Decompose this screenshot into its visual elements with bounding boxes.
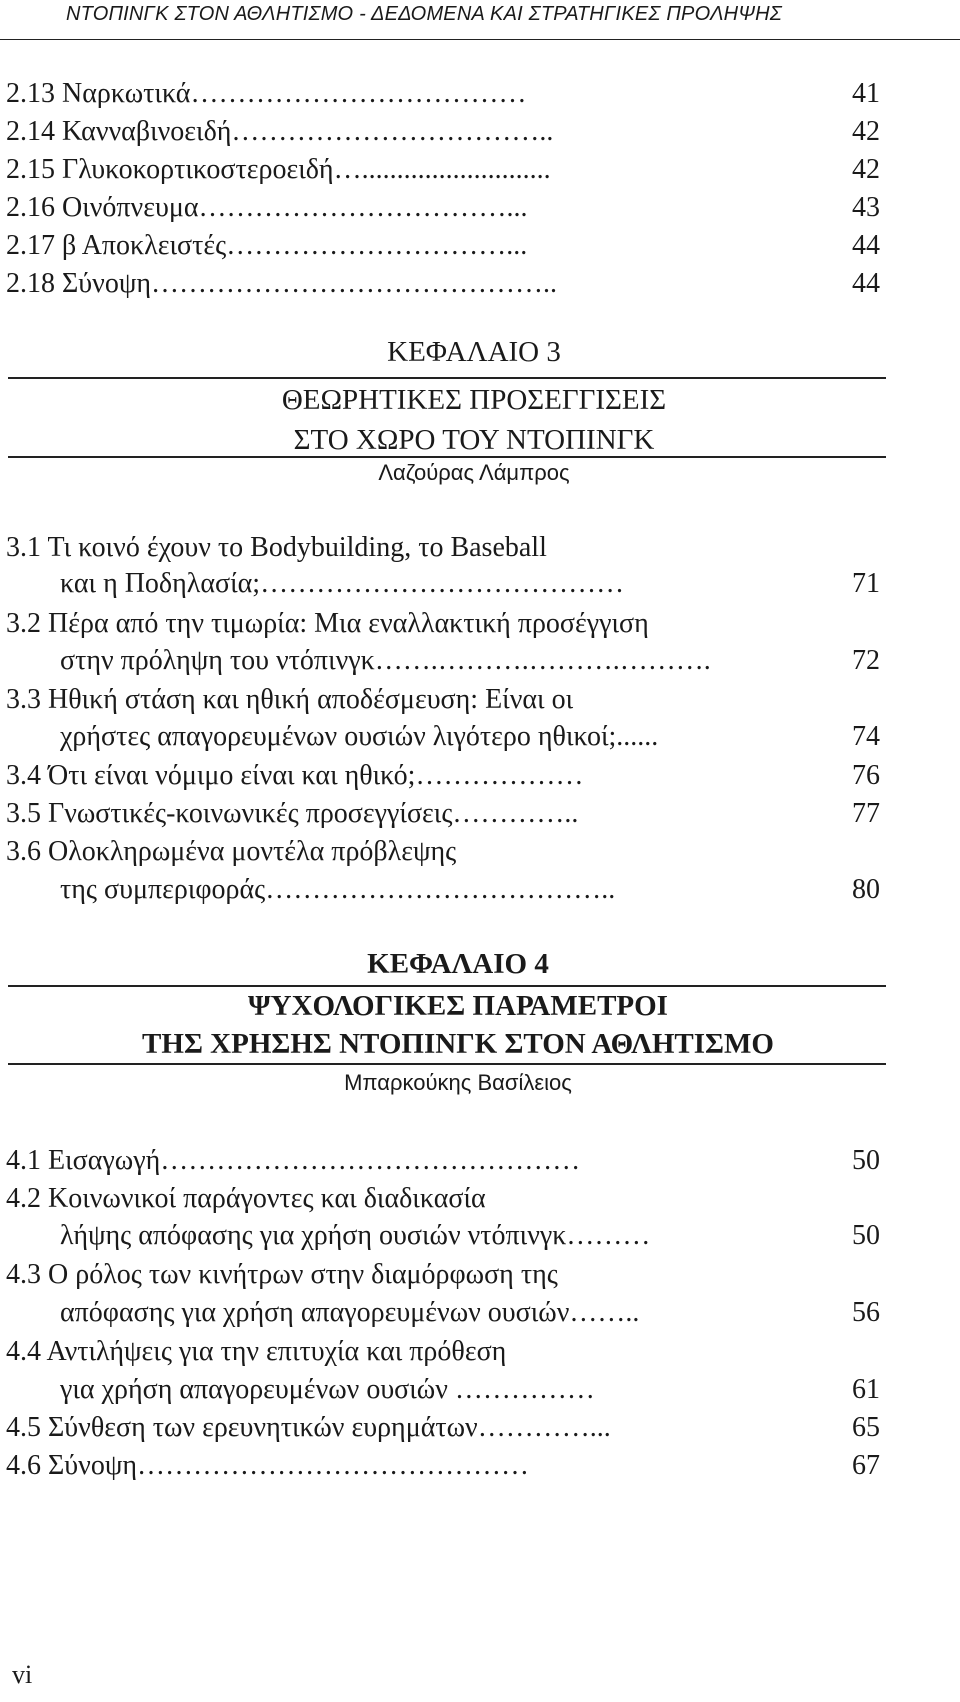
- toc-entry-page: 61: [852, 1374, 880, 1405]
- toc-entry[interactable]: [0, 76, 960, 112]
- toc-entry-text: 2.17 β Αποκλειστές…………………………...: [6, 230, 528, 261]
- toc-entry-text: 2.14 Κανναβινοειδή……………………………..: [6, 116, 554, 147]
- chapter-3-title-line1: ΘΕΩΡΗΤΙΚΕΣ ΠΡΟΣΕΓΓΙΣΕΙΣ: [281, 384, 667, 416]
- toc-entry-text: 4.5 Σύνθεση των ερευνητικών ευρημάτων…………...: [6, 1412, 611, 1443]
- toc-entry-page: 41: [852, 78, 880, 109]
- toc-entry[interactable]: [0, 1181, 960, 1217]
- toc-entry-page: 65: [852, 1412, 880, 1443]
- toc-entry-text: λήψης απόφασης για χρήση ουσιών ντόπινγκ………: [60, 1220, 651, 1251]
- chapter-3-rule-top: [8, 377, 886, 379]
- toc-entry-continuation[interactable]: [0, 872, 960, 908]
- toc-entry-text: 4.3 Ο ρόλος των κινήτρων στην διαμόρφωση της: [6, 1259, 558, 1290]
- toc-entry-continuation[interactable]: [0, 1372, 960, 1408]
- toc-entry-page: 76: [852, 760, 880, 791]
- toc-entry-continuation[interactable]: [0, 1218, 960, 1254]
- toc-entry-text: 3.2 Πέρα από την τιμωρία: Μια εναλλακτική προσέγγιση: [6, 608, 649, 639]
- toc-entry-continuation[interactable]: [0, 719, 960, 755]
- toc-entry[interactable]: [0, 266, 960, 302]
- toc-entry-text: 4.4 Αντιλήψεις για την επιτυχία και πρόθεση: [6, 1336, 507, 1367]
- toc-entry-page: 80: [852, 874, 880, 905]
- toc-entry[interactable]: [0, 190, 960, 226]
- toc-entry[interactable]: [0, 834, 960, 870]
- chapter-4-rule-bottom: [8, 1063, 886, 1065]
- toc-entry-text: και η Ποδηλασία;…………………………………: [60, 568, 625, 599]
- toc-entry-text: 4.2 Κοινωνικοί παράγοντες και διαδικασία: [6, 1183, 486, 1214]
- toc-entry-page: 77: [852, 798, 880, 829]
- chapter-3-number: ΚΕΦΑΛΑΙΟ 3: [387, 336, 561, 368]
- toc-entry-page: 42: [852, 154, 880, 185]
- toc-entry-page: 72: [852, 645, 880, 676]
- toc-entry[interactable]: [0, 114, 960, 150]
- toc-entry-page: 43: [852, 192, 880, 223]
- toc-entry[interactable]: [0, 796, 960, 832]
- toc-entry[interactable]: [0, 152, 960, 188]
- toc-entry-text: χρήστες απαγορευμένων ουσιών λιγότερο ηθικοί;......: [60, 721, 659, 752]
- toc-entry[interactable]: [0, 606, 960, 642]
- chapter-3-author: Λαζούρας Λάμπρος: [378, 460, 570, 485]
- toc-entry-page: 44: [852, 268, 880, 299]
- toc-entry[interactable]: [0, 1334, 960, 1370]
- toc-entry-text: 3.1 Τι κοινό έχουν το Bodybuilding, το Baseball: [6, 532, 547, 563]
- toc-entry-text: 2.13 Ναρκωτικά………………………………: [6, 78, 527, 109]
- toc-entry-text: 2.16 Οινόπνευμα……………………………...: [6, 192, 528, 223]
- toc-entry-text: 3.4 Ότι είναι νόμιμο είναι και ηθικό;………………: [6, 760, 584, 791]
- toc-entry[interactable]: [0, 682, 960, 718]
- toc-entry-text: 4.6 Σύνοψη……………………………………: [6, 1450, 529, 1481]
- running-header: [66, 0, 886, 26]
- chapter-4-title-line1: ΨΥΧΟΛΟΓΙΚΕΣ ΠΑΡΑΜΕΤΡΟΙ: [248, 990, 668, 1022]
- toc-entry-continuation[interactable]: [0, 1295, 960, 1331]
- toc-entry[interactable]: [0, 530, 960, 566]
- toc-entry-text: 2.18 Σύνοψη……………………………………..: [6, 268, 557, 299]
- toc-entry-page: 67: [852, 1450, 880, 1481]
- toc-entry-text: 3.6 Ολοκληρωμένα μοντέλα πρόβλεψης: [6, 836, 457, 867]
- header-rule: [0, 39, 960, 40]
- toc-entry[interactable]: [0, 1257, 960, 1293]
- toc-entry-text: 2.15 Γλυκοκορτικοστεροειδή…...........................: [6, 154, 551, 185]
- toc-entry-page: 71: [852, 568, 880, 599]
- toc-entry[interactable]: [0, 758, 960, 794]
- toc-entry-page: 44: [852, 230, 880, 261]
- toc-entry[interactable]: [0, 1143, 960, 1179]
- toc-entry-text: της συμπεριφοράς………………………………..: [60, 874, 616, 905]
- toc-entry[interactable]: [0, 228, 960, 264]
- toc-entry-text: 3.5 Γνωστικές-κοινωνικές προσεγγίσεις…………..: [6, 798, 579, 829]
- toc-entry[interactable]: [0, 1410, 960, 1446]
- chapter-4-author: Μπαρκούκης Βασίλειος: [344, 1070, 572, 1095]
- toc-entry[interactable]: [0, 1448, 960, 1484]
- page-number: vi: [12, 1660, 33, 1689]
- toc-entry-text: για χρήση απαγορευμένων ουσιών ……………: [60, 1374, 595, 1405]
- toc-entry-text: 3.3 Ηθική στάση και ηθική αποδέσμευση: Είναι οι: [6, 684, 574, 715]
- running-title: ΝΤΟΠΙΝΓΚ ΣΤΟΝ ΑΘΛΗΤΙΣΜΟ - ΔΕΔΟΜΕΝΑ ΚΑΙ ΣΤΡΑΤΗΓΙΚΕΣ ΠΡΟΛΗΨΗΣ: [66, 3, 782, 25]
- chapter-4-rule-top: [8, 985, 886, 987]
- toc-entry-page: 42: [852, 116, 880, 147]
- toc-entry-page: 50: [852, 1145, 880, 1176]
- chapter-3-title-line2: ΣΤΟ ΧΩΡΟ ΤΟΥ ΝΤΟΠΙΝΓΚ: [293, 424, 655, 456]
- toc-entry-continuation[interactable]: [0, 643, 960, 679]
- toc-entry-text: στην πρόληψη του ντόπινγκ…….……….……….……….: [60, 645, 711, 676]
- toc-entry-page: 56: [852, 1297, 880, 1328]
- toc-entry-continuation[interactable]: [0, 566, 960, 602]
- chapter-4-title-line2: ΤΗΣ ΧΡΗΣΗΣ ΝΤΟΠΙΝΓΚ ΣΤΟΝ ΑΘΛΗΤΙΣΜΟ: [142, 1028, 774, 1060]
- toc-entry-text: 4.1 Εισαγωγή………………………………………: [6, 1145, 581, 1176]
- chapter-4-number: ΚΕΦΑΛΑΙΟ 4: [367, 948, 549, 980]
- toc-entry-text: απόφασης για χρήση απαγορευμένων ουσιών……..: [60, 1297, 640, 1328]
- toc-entry-page: 74: [852, 721, 880, 752]
- toc-entry-page: 50: [852, 1220, 880, 1251]
